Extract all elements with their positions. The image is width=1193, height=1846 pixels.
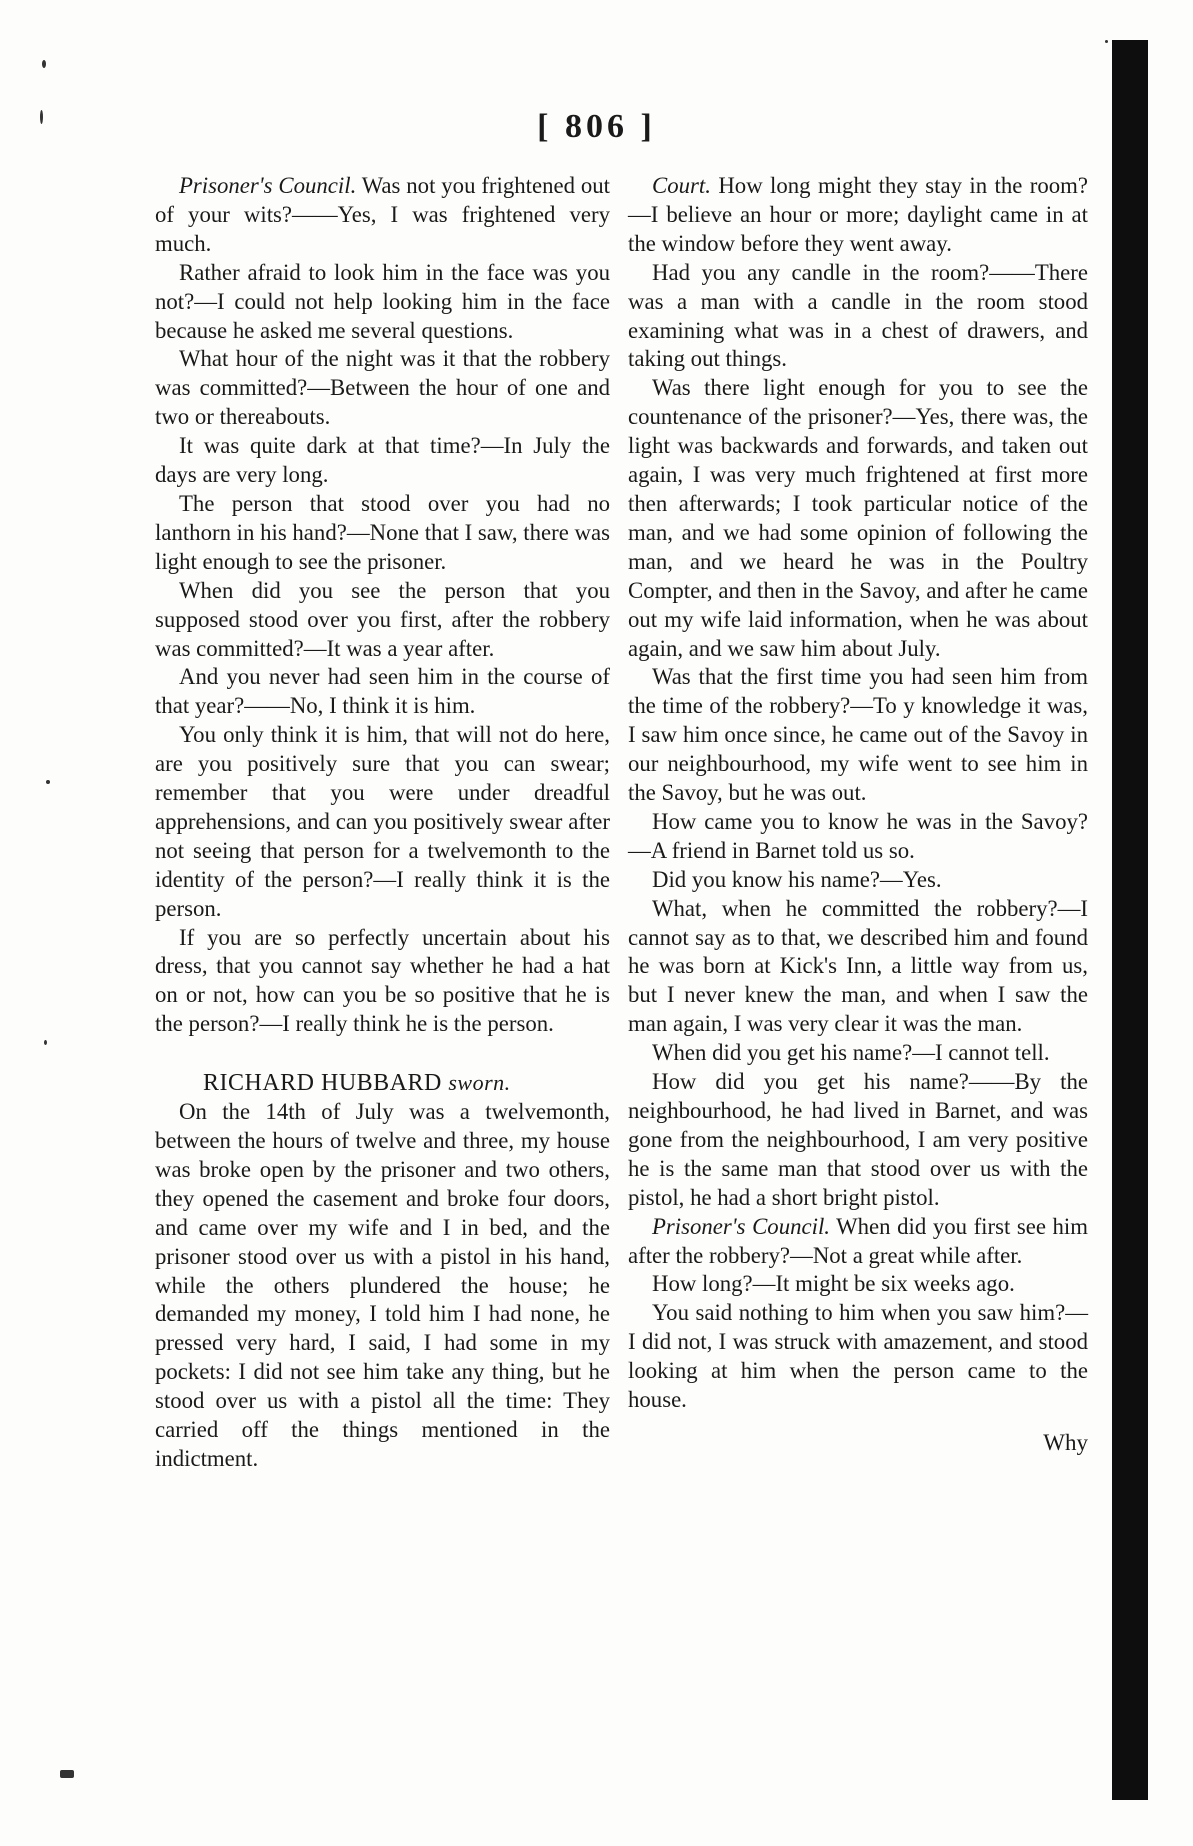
left-column	[155, 172, 610, 1474]
paragraph-text: When did you first see him after the robbery?—Not a great while after.	[628, 1213, 1088, 1268]
paragraph-text: Was that the first time you had seen him from the time of the robbery?—To y knowledge it was, I saw him once since, he came out of the Savoy in our neighbourhood, my wife went to see him in the Savoy, but he was out.	[628, 664, 1088, 806]
scan-speck	[40, 110, 43, 124]
paragraph-text: It was quite dark at that time?—In July the days are very long.	[155, 433, 610, 488]
paragraph	[628, 895, 1088, 1040]
paragraph-text: When did you see the person that you supposed stood over you first, after the robbery was committed?—It was a year after.	[155, 577, 610, 661]
paragraph-text: Rather afraid to look him in the face was you not?—I could not help looking him in the face because he asked me several questions.	[155, 259, 610, 343]
paragraph-text: On the 14th of July was a twelvemonth, between the hours of twelve and three, my house was broke open by the prisoner and two others, they opened the casement and broke four doors, and came over my wife and I in bed, and the prisoner stood over us with a pistol in his hand, while the others plundered the house; he demanded my money, I told him I had none, he pressed very hard, I said, I had some in my pockets: I did not see him take any thing, but he stood over us with a pistol all the time: They carried off the things mentioned in the indictment.	[155, 1099, 610, 1471]
page-number: [ 806 ]	[537, 108, 656, 145]
paragraph-text: The person that stood over you had no lanthorn in his hand?—None that I saw, there was light enough to see the prisoner.	[155, 490, 610, 574]
paragraph-text: Did you know his name?—Yes.	[652, 866, 942, 892]
paragraph-text: Was there light enough for you to see the countenance of the prisoner?—Yes, there was, the light was backwards and forwards, and taken out again, I was very much frightened at first more then afterwards; I took particular notice of the man, and we had some opinion of following the man, and we heard he was in the Poultry Compter, and then in the Savoy, and after he came out my wife laid information, when he was about again, and we saw him about July.	[628, 375, 1088, 661]
speaker-label: Court.	[652, 173, 711, 198]
witness-name: RICHARD HUBBARD	[203, 1070, 442, 1097]
paragraph	[628, 172, 1088, 259]
paragraph	[628, 866, 1088, 895]
paragraph	[628, 259, 1088, 375]
scan-speck	[46, 780, 50, 784]
paragraph-text: What hour of the night was it that the robbery was committed?—Between the hour of one and two or thereabouts.	[155, 346, 610, 430]
paragraph	[628, 1270, 1088, 1299]
paragraph	[155, 721, 610, 923]
right-column	[628, 172, 1088, 1458]
paragraph-text: How long might they stay in the room?—I believe an hour or more; daylight came in at the window before they went away.	[628, 173, 1088, 256]
paragraph	[155, 432, 610, 490]
paragraph	[628, 1068, 1088, 1213]
paragraph	[155, 259, 610, 346]
paragraph-text: Was not you frightened out of your wits?——Yes, I was frightened very much.	[155, 173, 611, 256]
scan-speck	[44, 1040, 47, 1045]
scan-speck	[1105, 40, 1108, 43]
paragraph	[155, 577, 610, 664]
paragraph	[155, 172, 610, 259]
page-edge-shadow	[1112, 40, 1148, 1800]
witness-heading	[155, 1069, 610, 1098]
paragraph	[628, 808, 1088, 866]
testimony-paragraph	[155, 1098, 610, 1474]
paragraph	[155, 924, 610, 1040]
paragraph-text: What, when he committed the robbery?—I cannot say as to that, we described him and found he was born at Kick's Inn, a little way from us, but I never knew the man, and when I saw the man again, I was very clear it was the man.	[628, 895, 1088, 1037]
paragraph	[628, 1039, 1088, 1068]
sworn-label: sworn.	[448, 1070, 511, 1096]
paragraph	[155, 490, 610, 577]
paragraph-text: Had you any candle in the room?——There was a man with a candle in the room stood examining what was in a chest of drawers, and taking out things.	[628, 259, 1088, 372]
paragraph	[628, 1213, 1088, 1271]
speaker-label: Prisoner's Council.	[652, 1213, 830, 1239]
scan-speck	[60, 1770, 74, 1778]
paragraph-text: You said nothing to him when you saw him?—I did not, I was struck with amazement, and stood looking at him when the person came to the house.	[628, 1300, 1088, 1413]
paragraph	[155, 345, 610, 432]
catchword: Why	[1043, 1429, 1088, 1455]
paragraph-text: When did you get his name?—I cannot tell.	[652, 1040, 1050, 1066]
speaker-label: Prisoner's Council.	[179, 173, 357, 198]
paragraph	[628, 1299, 1088, 1415]
scan-speck	[42, 60, 46, 68]
paragraph-text: How came you to know he was in the Savoy?—A friend in Barnet told us so.	[628, 808, 1088, 863]
paragraph-text: And you never had seen him in the course of that year?——No, I think it is him.	[155, 664, 610, 719]
paragraph	[155, 663, 610, 721]
paragraph-text: If you are so perfectly uncertain about his dress, that you cannot say whether he had a hat on or not, how can you be so positive that he is the person?—I really think he is the person.	[155, 924, 610, 1037]
paragraph-text: How long?—It might be six weeks ago.	[652, 1271, 1015, 1297]
paragraph-text: You only think it is him, that will not do here, are you positively sure that you can swear; remember that you were under dreadful apprehensions, and can you positively swear after not seeing that person for a twelvemonth to the identity of the person?—I really think it is the person.	[155, 722, 610, 921]
paragraph	[628, 663, 1088, 808]
paragraph-text: How did you get his name?——By the neighbourhood, he had lived in Barnet, and was gone from the neighbourhood, I am very positive he is the same man that stood over us with the pistol, he had a short bright pistol.	[628, 1069, 1088, 1210]
paragraph	[628, 374, 1088, 663]
